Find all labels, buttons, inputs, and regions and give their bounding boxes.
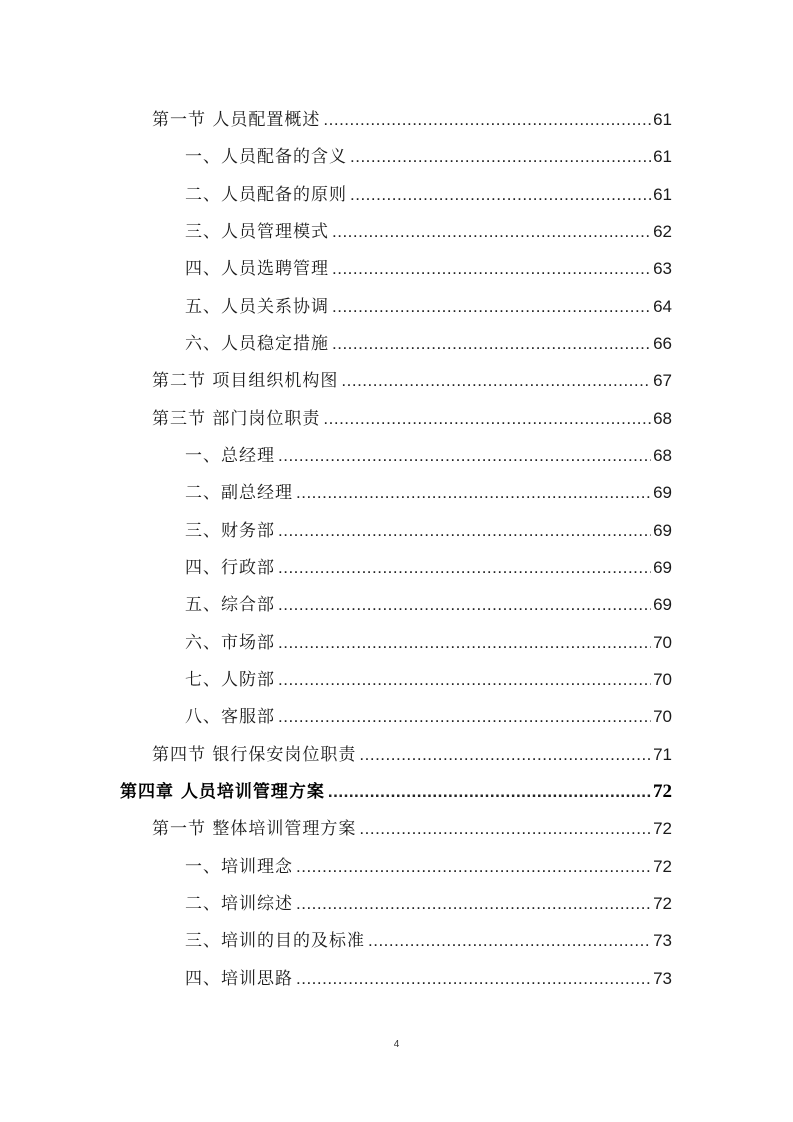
dot-leader [296, 478, 651, 508]
toc-entry-title: 三、财务部 [185, 521, 275, 541]
toc-entry-title: 一、培训理念 [185, 857, 293, 877]
dot-leader [323, 404, 651, 434]
toc-entry-page: 66 [653, 334, 672, 353]
toc-entry-title: 第一节 人员配置概述 [152, 110, 321, 130]
toc-entry[interactable] [185, 553, 672, 583]
dot-leader [278, 702, 651, 732]
dot-leader [350, 180, 651, 210]
toc-entry[interactable] [185, 516, 672, 546]
toc-entry-title: 第四节 银行保安岗位职责 [152, 745, 357, 765]
toc-entry-title: 五、综合部 [185, 595, 275, 615]
toc-entry-title: 四、培训思路 [185, 969, 293, 989]
toc-entry-page: 61 [653, 147, 672, 166]
toc-entry-title: 一、人员配备的含义 [185, 147, 347, 167]
toc-entry-page: 68 [653, 409, 672, 428]
toc-entry-title: 二、副总经理 [185, 483, 293, 503]
toc-entry-page: 69 [653, 595, 672, 614]
dot-leader [332, 292, 651, 322]
dot-leader [350, 142, 651, 172]
toc-entry-title: 三、培训的目的及标准 [185, 931, 365, 951]
toc-entry-page: 72 [653, 857, 672, 876]
toc-entry-title: 六、市场部 [185, 633, 275, 653]
toc-entry-title: 五、人员关系协调 [185, 297, 329, 317]
toc-entry-page: 62 [653, 222, 672, 241]
toc-entry-page: 72 [653, 819, 672, 838]
dot-leader [278, 516, 651, 546]
dot-leader [328, 777, 651, 807]
toc-entry-page: 63 [653, 259, 672, 278]
dot-leader [359, 740, 651, 770]
toc-entry[interactable] [185, 142, 672, 172]
toc-entry[interactable] [185, 852, 672, 882]
dot-leader [296, 889, 651, 919]
dot-leader [278, 628, 651, 658]
dot-leader [278, 590, 651, 620]
toc-entry-title: 二、培训综述 [185, 894, 293, 914]
toc-entry[interactable] [185, 926, 672, 956]
toc-entry[interactable] [185, 217, 672, 247]
toc-entry-page: 72 [653, 781, 672, 802]
toc-entry-page: 61 [653, 185, 672, 204]
toc-entry-page: 67 [653, 371, 672, 390]
toc-entry[interactable] [185, 329, 672, 359]
dot-leader [341, 366, 651, 396]
page-number: 4 [393, 1039, 400, 1050]
toc-entry-page: 69 [653, 558, 672, 577]
toc-entry-title: 八、客服部 [185, 707, 275, 727]
toc-entry-page: 61 [653, 110, 672, 129]
toc-entry[interactable] [152, 740, 672, 770]
toc-entry-page: 69 [653, 521, 672, 540]
toc-entry[interactable] [185, 180, 672, 210]
dot-leader [296, 852, 651, 882]
toc-entry[interactable] [152, 814, 672, 844]
dot-leader [332, 329, 651, 359]
toc-entry-title: 第二节 项目组织机构图 [152, 371, 339, 391]
dot-leader [296, 964, 651, 994]
toc-entry-page: 69 [653, 483, 672, 502]
dot-leader [368, 926, 651, 956]
toc-entry-page: 71 [653, 745, 672, 764]
toc-entry-title: 第一节 整体培训管理方案 [152, 819, 357, 839]
toc-entry[interactable] [152, 404, 672, 434]
toc-entry-page: 73 [653, 969, 672, 988]
toc-entry-title: 三、人员管理模式 [185, 222, 329, 242]
toc-entry[interactable] [185, 889, 672, 919]
dot-leader [359, 814, 651, 844]
toc-entry[interactable] [185, 441, 672, 471]
toc-entry-title: 六、人员稳定措施 [185, 334, 329, 354]
toc-entry-page: 64 [653, 297, 672, 316]
toc-entry[interactable] [185, 478, 672, 508]
toc-entry-title: 四、行政部 [185, 558, 275, 578]
dot-leader [278, 665, 651, 695]
toc-entry[interactable] [185, 292, 672, 322]
toc-entry-page: 73 [653, 931, 672, 950]
toc-entry[interactable] [185, 590, 672, 620]
toc-entry[interactable] [185, 964, 672, 994]
toc-entry-page: 70 [653, 707, 672, 726]
toc-entry-page: 70 [653, 670, 672, 689]
toc-entry[interactable] [185, 254, 672, 284]
toc-entry-page: 72 [653, 894, 672, 913]
dot-leader [278, 553, 651, 583]
dot-leader [323, 105, 651, 135]
toc-entry-title: 第四章 人员培训管理方案 [120, 782, 325, 802]
toc-entry-title: 二、人员配备的原则 [185, 185, 347, 205]
toc-entry-title: 第三节 部门岗位职责 [152, 409, 321, 429]
toc-entry-page: 70 [653, 633, 672, 652]
dot-leader [278, 441, 651, 471]
toc-entry-page: 68 [653, 446, 672, 465]
toc-entry[interactable] [185, 628, 672, 658]
toc-entry[interactable] [152, 105, 672, 135]
toc-entry[interactable] [185, 665, 672, 695]
toc-chapter-entry[interactable] [120, 777, 672, 807]
toc-entry-title: 四、人员选聘管理 [185, 259, 329, 279]
dot-leader [332, 254, 651, 284]
toc-entry[interactable] [152, 366, 672, 396]
toc-entry-title: 一、总经理 [185, 446, 275, 466]
toc-entry[interactable] [185, 702, 672, 732]
dot-leader [332, 217, 651, 247]
toc-entry-title: 七、人防部 [185, 670, 275, 690]
